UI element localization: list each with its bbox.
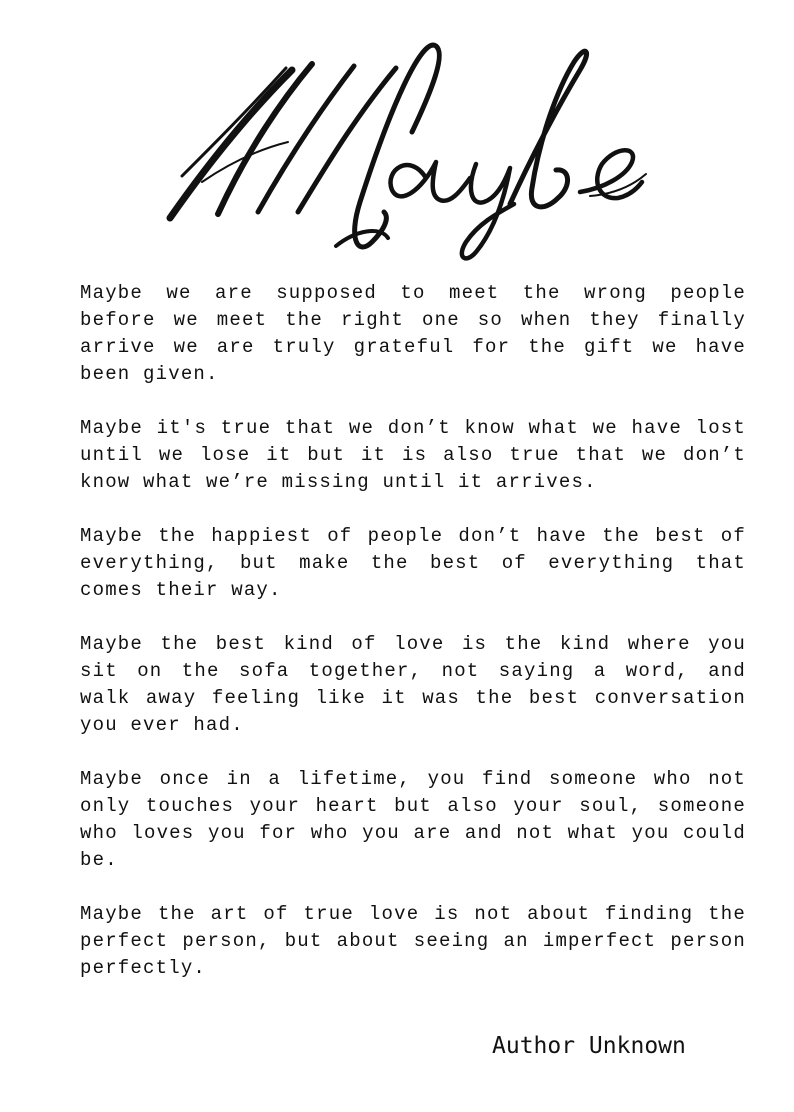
title-script-artwork bbox=[160, 36, 650, 272]
poem-paragraph: Maybe the art of true love is not about finding the perfect person, but about seeing an imperfect person perfectly. bbox=[80, 903, 746, 979]
poem-body bbox=[80, 280, 746, 1009]
poem-paragraph: Maybe we are supposed to meet the wrong people before we meet the right one so when they finally arrive we are truly grateful for the gift we have been given. bbox=[80, 282, 746, 385]
poem-paragraph: Maybe once in a lifetime, you find someone who not only touches your heart but also your soul, someone who loves you for who you are and not what you could be. bbox=[80, 768, 746, 871]
poem-paragraph: Maybe the best kind of love is the kind where you sit on the sofa together, not saying a word, and walk away feeling like it was the best conversation you ever had. bbox=[80, 633, 746, 736]
title-script-lettering bbox=[160, 36, 650, 272]
poem-paragraph: Maybe the happiest of people don’t have the best of everything, but make the best of everything that comes their way. bbox=[80, 525, 746, 601]
poem-paragraph: Maybe it's true that we don’t know what we have lost until we lose it but it is also true that we don’t know what we’re missing until it arrives. bbox=[80, 417, 746, 493]
author-attribution: Author Unknown bbox=[492, 1033, 686, 1059]
